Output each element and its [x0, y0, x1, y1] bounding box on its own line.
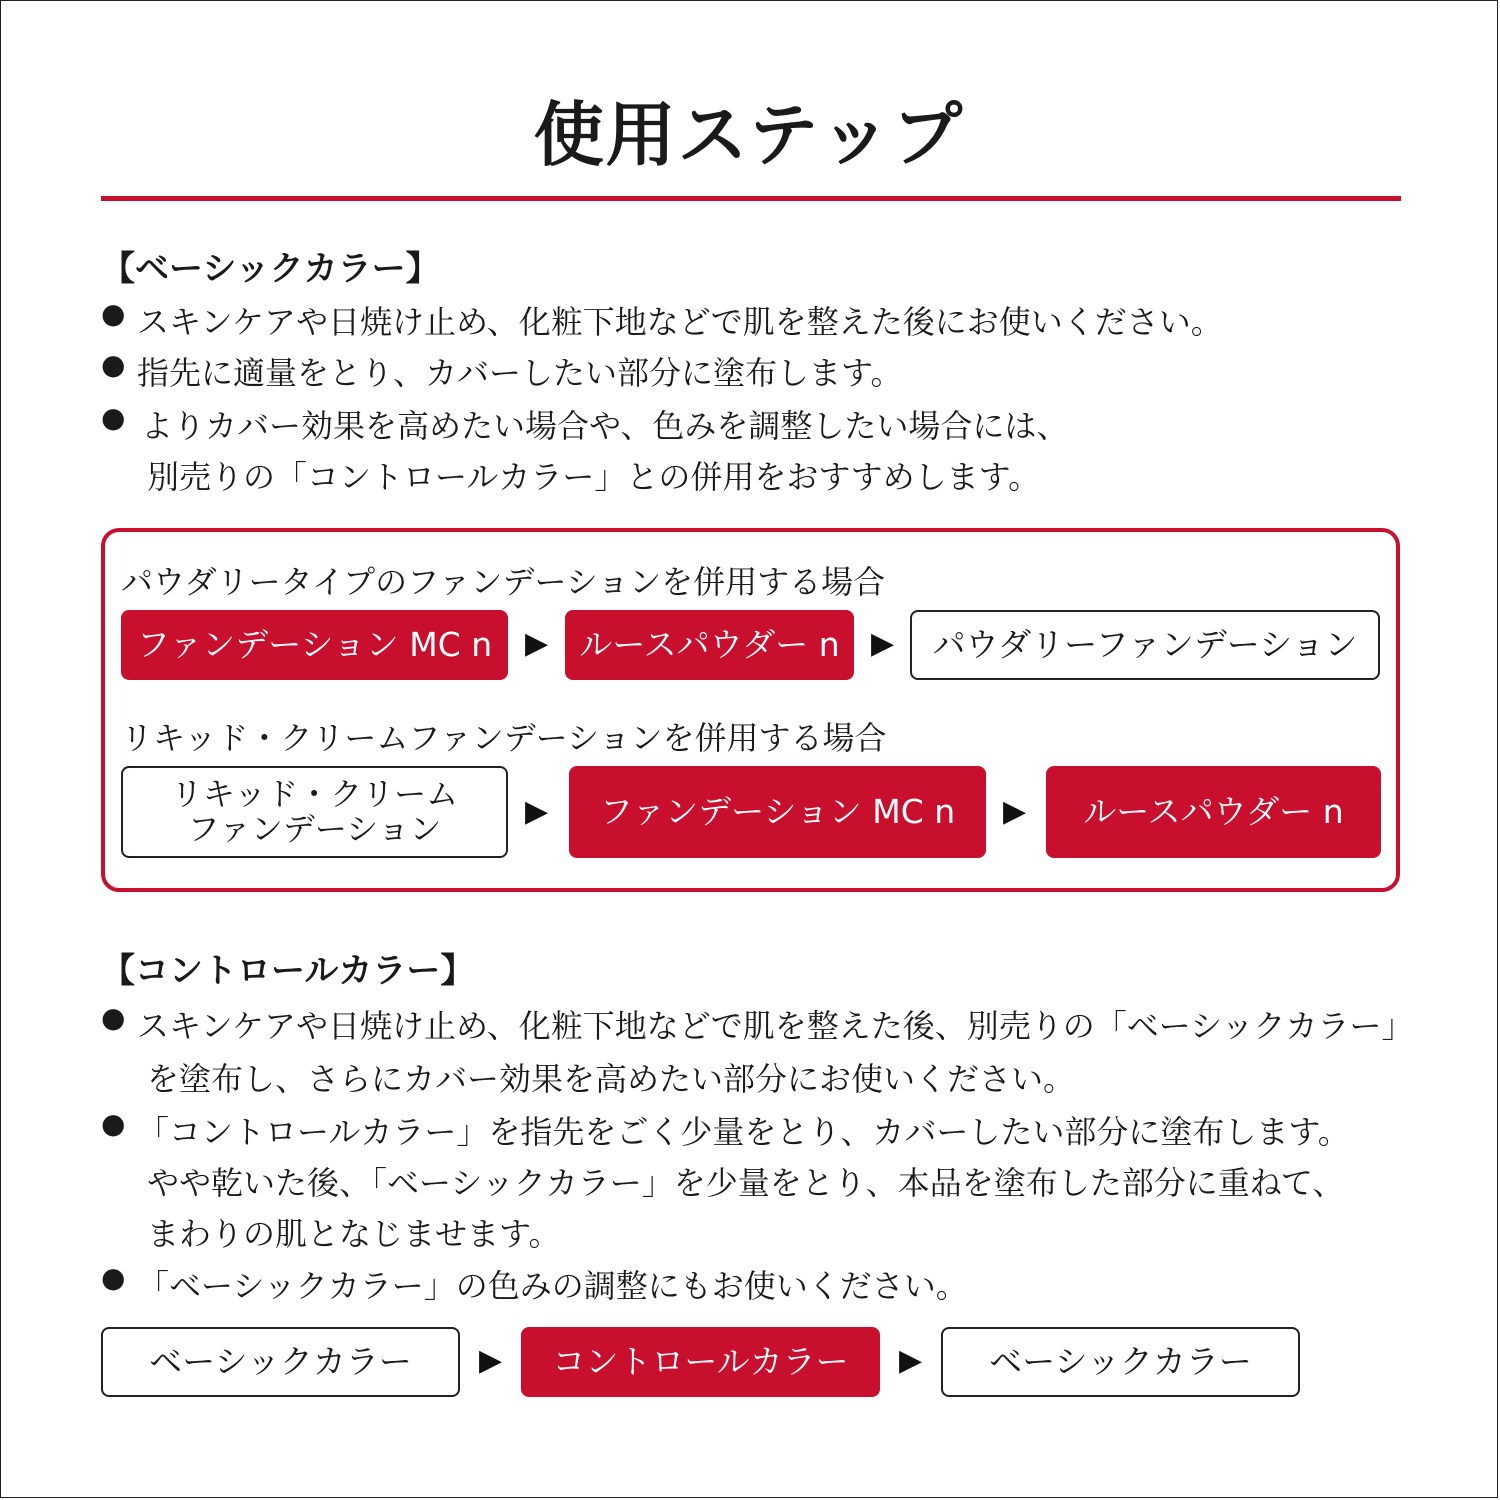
step-basic-color: ベーシックカラー	[101, 1327, 460, 1397]
step-liquid-cream-foundation	[121, 766, 508, 858]
arrow-icon: ▶	[1003, 794, 1027, 829]
control-item-2-text: 「コントロールカラー」を指先をごく少量をとり、カバーしたい部分に塗布します。	[137, 1113, 1350, 1151]
control-item-2-cont-2-text: まわりの肌となじませます。	[147, 1215, 561, 1253]
basic-color-heading: 【ベーシックカラー】	[101, 249, 440, 289]
bullet-icon: ●	[101, 297, 126, 330]
arrow-icon: ▶	[871, 626, 895, 661]
step-control-color: コントロールカラー	[521, 1327, 880, 1397]
control-item-2-cont-1-text: やや乾いた後、「ベーシックカラー」を少量をとり、本品を塗布した部分に重ねて、	[147, 1164, 1345, 1202]
basic-item-3-cont-text: 別売りの「コントロールカラー」との併用をおすすめします。	[147, 458, 1041, 496]
bullet-icon: ●	[101, 348, 126, 381]
bullet-icon: ●	[101, 1001, 126, 1034]
control-item-3-text: 「ベーシックカラー」の色みの調整にもお使いください。	[137, 1267, 968, 1305]
page-title: 使用ステップ	[533, 94, 965, 176]
case-powdery-label: パウダリータイプのファンデーションを併用する場合	[121, 563, 886, 601]
bullet-icon: ●	[101, 1261, 126, 1294]
step-liquid-line-2: ファンデーション	[187, 810, 442, 848]
control-color-heading: 【コントロールカラー】	[101, 951, 475, 991]
case-liquid-label: リキッド・クリームファンデーションを併用する場合	[121, 719, 887, 757]
step-loose-powder-n: ルースパウダー n	[565, 610, 854, 680]
step-loose-powder-n: ルースパウダー n	[1046, 766, 1381, 858]
control-item-1-text: スキンケアや日焼け止め、化粧下地などで肌を整えた後、別売りの「ベーシックカラー」	[137, 1007, 1414, 1045]
title-underline	[101, 196, 1401, 201]
basic-item-3-text: よりカバー効果を高めたい場合や、色みを調整したい場合には、	[141, 407, 1069, 445]
arrow-icon: ▶	[899, 1343, 923, 1378]
basic-item-2-text: 指先に適量をとり、カバーしたい部分に塗布します。	[137, 354, 903, 392]
step-liquid-line-1: リキッド・クリーム	[170, 774, 459, 813]
arrow-icon: ▶	[525, 794, 549, 829]
bullet-icon: ●	[101, 401, 126, 434]
basic-item-1-text: スキンケアや日焼け止め、化粧下地などで肌を整えた後にお使いください。	[137, 303, 1223, 341]
bullet-icon: ●	[101, 1107, 126, 1140]
control-item-1-cont-text: を塗布し、さらにカバー効果を高めたい部分にお使いください。	[147, 1060, 1076, 1098]
step-powdery-foundation: パウダリーファンデーション	[910, 610, 1380, 680]
step-basic-color: ベーシックカラー	[941, 1327, 1300, 1397]
arrow-icon: ▶	[479, 1343, 503, 1378]
arrow-icon: ▶	[525, 626, 549, 661]
step-foundation-mc-n: ファンデーション MC n	[121, 610, 508, 680]
step-foundation-mc-n: ファンデーション MC n	[569, 766, 986, 858]
